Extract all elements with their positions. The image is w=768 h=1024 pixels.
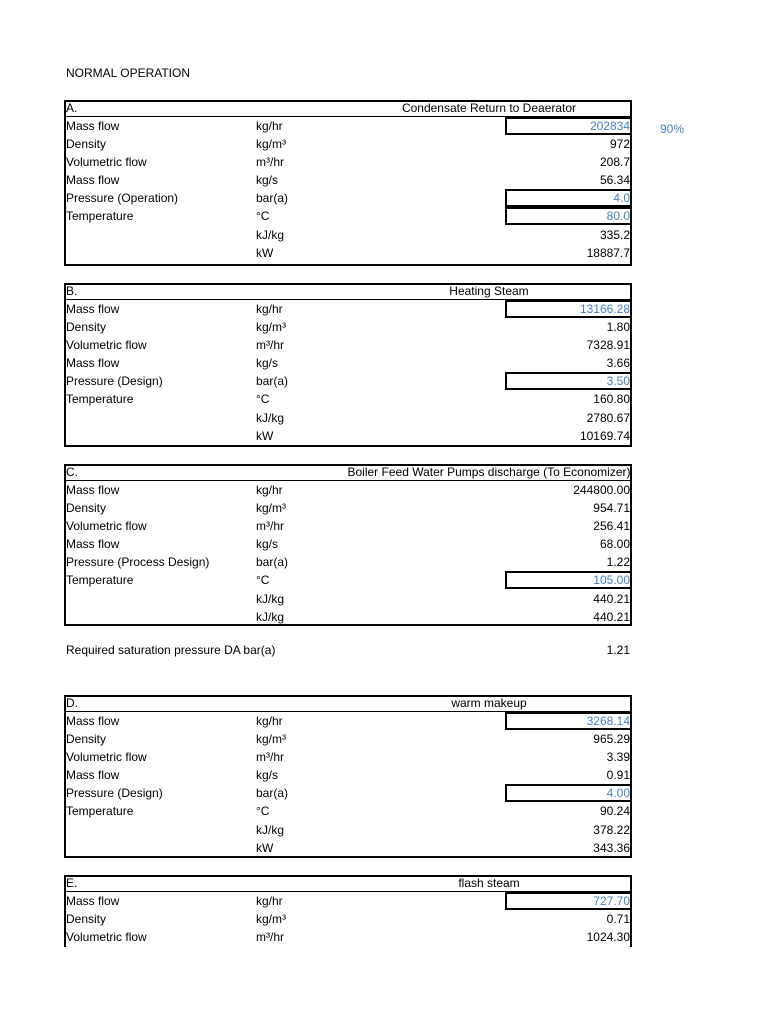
table-row xyxy=(64,300,632,318)
row-label: Mass flow xyxy=(66,356,120,371)
table-row xyxy=(64,571,632,589)
table-row xyxy=(64,499,632,517)
row-value: 3.66 xyxy=(606,356,630,371)
row-unit: kg/hr xyxy=(256,483,283,497)
row-label: Pressure (Process Design) xyxy=(66,555,210,570)
section-letter: A. xyxy=(66,101,78,115)
section-e-flash-steam xyxy=(64,875,632,947)
table-row xyxy=(64,318,632,336)
row-label: Density xyxy=(66,501,107,516)
saturation-pressure-value: 1.21 xyxy=(606,643,630,657)
row-unit: kW xyxy=(256,840,274,855)
row-unit: °C xyxy=(256,209,270,224)
table-row xyxy=(64,748,632,766)
input-value[interactable]: 202834 xyxy=(589,119,630,133)
table-row xyxy=(64,928,632,946)
row-value: 440.21 xyxy=(593,591,630,606)
table-row xyxy=(64,481,632,499)
row-value: 378.22 xyxy=(593,822,630,837)
table-row xyxy=(64,226,632,244)
table-row xyxy=(64,207,632,225)
row-value: 18887.7 xyxy=(586,245,630,260)
percentage-note: 90% xyxy=(660,122,685,136)
row-unit: kg/hr xyxy=(256,119,283,133)
row-label: Density xyxy=(66,732,107,747)
row-value: 90.24 xyxy=(599,804,630,819)
row-label: Mass flow xyxy=(66,537,120,552)
row-label: Temperature xyxy=(66,573,134,588)
input-value[interactable]: 13166.28 xyxy=(579,302,630,316)
table-row xyxy=(64,135,632,153)
section-letter: D. xyxy=(66,696,78,710)
row-label: Mass flow xyxy=(66,714,120,728)
row-unit: °C xyxy=(256,573,270,588)
row-unit: kg/m³ xyxy=(256,732,286,747)
row-unit: kg/s xyxy=(256,173,279,188)
row-label: Density xyxy=(66,320,107,335)
row-unit: kg/m³ xyxy=(256,137,286,152)
input-value[interactable]: 3.50 xyxy=(606,374,630,389)
table-row xyxy=(64,784,632,802)
row-unit: kJ/kg xyxy=(256,822,285,837)
row-unit: kg/s xyxy=(256,356,279,371)
row-unit: kg/m³ xyxy=(256,501,286,516)
table-row xyxy=(64,590,632,608)
row-label: Volumetric flow xyxy=(66,155,147,170)
section-heading: Condensate Return to Deaerator xyxy=(401,101,577,115)
row-unit: °C xyxy=(256,804,270,819)
saturation-pressure-row xyxy=(66,643,630,659)
row-label: Volumetric flow xyxy=(66,338,147,353)
row-label: Mass flow xyxy=(66,119,120,133)
row-label: Mass flow xyxy=(66,483,120,497)
section-d-warm-makeup xyxy=(64,695,632,858)
row-value: 2780.67 xyxy=(586,410,630,425)
table-row xyxy=(64,409,632,427)
row-value: 1.80 xyxy=(606,320,630,335)
row-value: 7328.91 xyxy=(586,338,630,353)
section-header xyxy=(64,100,632,117)
table-row xyxy=(64,730,632,748)
row-unit: kJ/kg xyxy=(256,410,285,425)
row-unit: kW xyxy=(256,428,274,443)
table-row xyxy=(64,517,632,535)
row-unit: kg/s xyxy=(256,537,279,552)
row-value: 1.22 xyxy=(606,555,630,570)
table-row xyxy=(64,171,632,189)
row-value: 335.2 xyxy=(599,227,630,242)
row-unit: kg/m³ xyxy=(256,320,286,335)
row-label: Mass flow xyxy=(66,173,120,188)
row-value: 256.41 xyxy=(593,519,630,534)
row-unit: bar(a) xyxy=(256,555,289,570)
row-unit: kJ/kg xyxy=(256,609,285,624)
table-row xyxy=(64,712,632,730)
row-value: 972 xyxy=(609,137,630,152)
row-unit: bar(a) xyxy=(256,786,289,801)
table-row xyxy=(64,553,632,571)
input-value[interactable]: 105.00 xyxy=(593,573,630,588)
row-value: 3.39 xyxy=(606,750,630,765)
row-label: Temperature xyxy=(66,804,134,819)
input-value[interactable]: 80.0 xyxy=(606,209,630,224)
row-unit: kW xyxy=(256,245,274,260)
section-heading: flash steam xyxy=(458,876,520,890)
row-label: Density xyxy=(66,137,107,152)
section-heading: warm makeup xyxy=(451,696,527,710)
section-header xyxy=(64,464,632,481)
table-row xyxy=(64,390,632,408)
row-unit: bar(a) xyxy=(256,374,289,389)
table-row xyxy=(64,372,632,390)
table-row xyxy=(64,910,632,928)
input-value[interactable]: 4.00 xyxy=(606,786,630,801)
table-row xyxy=(64,608,632,626)
row-value: 68.00 xyxy=(599,537,630,552)
row-value: 1024.30 xyxy=(586,930,630,945)
table-row xyxy=(64,766,632,784)
table-row xyxy=(64,117,632,135)
row-label: Volumetric flow xyxy=(66,750,147,765)
row-unit: m³/hr xyxy=(256,519,284,534)
table-row xyxy=(64,535,632,553)
row-value: 10169.74 xyxy=(579,428,630,443)
section-b-heating-steam xyxy=(64,283,632,447)
table-row xyxy=(64,892,632,910)
saturation-pressure-label: Required saturation pressure DA bar(a) xyxy=(66,643,276,657)
row-unit: kg/s xyxy=(256,768,279,783)
section-letter: B. xyxy=(66,284,78,298)
row-value: 244800.00 xyxy=(573,483,630,497)
row-unit: m³/hr xyxy=(256,930,284,945)
row-unit: °C xyxy=(256,392,270,407)
input-value[interactable]: 3268.14 xyxy=(586,714,630,728)
input-value[interactable]: 4.0 xyxy=(613,191,630,206)
page-title: NORMAL OPERATION xyxy=(66,66,191,80)
row-unit: m³/hr xyxy=(256,750,284,765)
row-unit: m³/hr xyxy=(256,155,284,170)
row-label: Pressure (Operation) xyxy=(66,191,179,206)
row-unit: kJ/kg xyxy=(256,227,285,242)
table-row xyxy=(64,802,632,820)
row-value: 440.21 xyxy=(593,609,630,624)
table-row xyxy=(64,839,632,857)
input-value[interactable]: 727.70 xyxy=(593,894,630,908)
row-value: 343.36 xyxy=(593,840,630,855)
row-value: 160.80 xyxy=(593,392,630,407)
row-label: Volumetric flow xyxy=(66,930,147,945)
row-label: Mass flow xyxy=(66,302,120,316)
row-unit: kg/m³ xyxy=(256,912,286,927)
section-letter: E. xyxy=(66,876,78,890)
table-row xyxy=(64,244,632,262)
table-row xyxy=(64,189,632,207)
row-value: 954.71 xyxy=(593,501,630,516)
section-header xyxy=(64,695,632,712)
row-value: 0.71 xyxy=(606,912,630,927)
section-c-bfw-pumps-discharge xyxy=(64,464,632,626)
table-row xyxy=(64,354,632,372)
row-label: Density xyxy=(66,912,107,927)
row-unit: kg/hr xyxy=(256,894,283,908)
section-heading: Heating Steam xyxy=(449,284,529,298)
row-unit: m³/hr xyxy=(256,338,284,353)
row-unit: kJ/kg xyxy=(256,591,285,606)
row-value: 56.34 xyxy=(599,173,630,188)
section-heading: Boiler Feed Water Pumps discharge (To Economizer) xyxy=(347,465,631,479)
row-label: Temperature xyxy=(66,209,134,224)
section-a-condensate-return xyxy=(64,100,632,266)
row-label: Mass flow xyxy=(66,894,120,908)
table-row xyxy=(64,821,632,839)
table-row xyxy=(64,427,632,445)
row-unit: bar(a) xyxy=(256,191,289,206)
row-label: Mass flow xyxy=(66,768,120,783)
table-row xyxy=(64,336,632,354)
row-value: 208.7 xyxy=(599,155,630,170)
row-value: 0.91 xyxy=(606,768,630,783)
row-label: Temperature xyxy=(66,392,134,407)
row-unit: kg/hr xyxy=(256,714,283,728)
section-letter: C. xyxy=(66,465,78,479)
section-header xyxy=(64,283,632,300)
section-header xyxy=(64,875,632,892)
row-value: 965.29 xyxy=(593,732,630,747)
row-label: Pressure (Design) xyxy=(66,786,163,801)
row-unit: kg/hr xyxy=(256,302,283,316)
table-row xyxy=(64,153,632,171)
row-label: Pressure (Design) xyxy=(66,374,163,389)
row-label: Volumetric flow xyxy=(66,519,147,534)
